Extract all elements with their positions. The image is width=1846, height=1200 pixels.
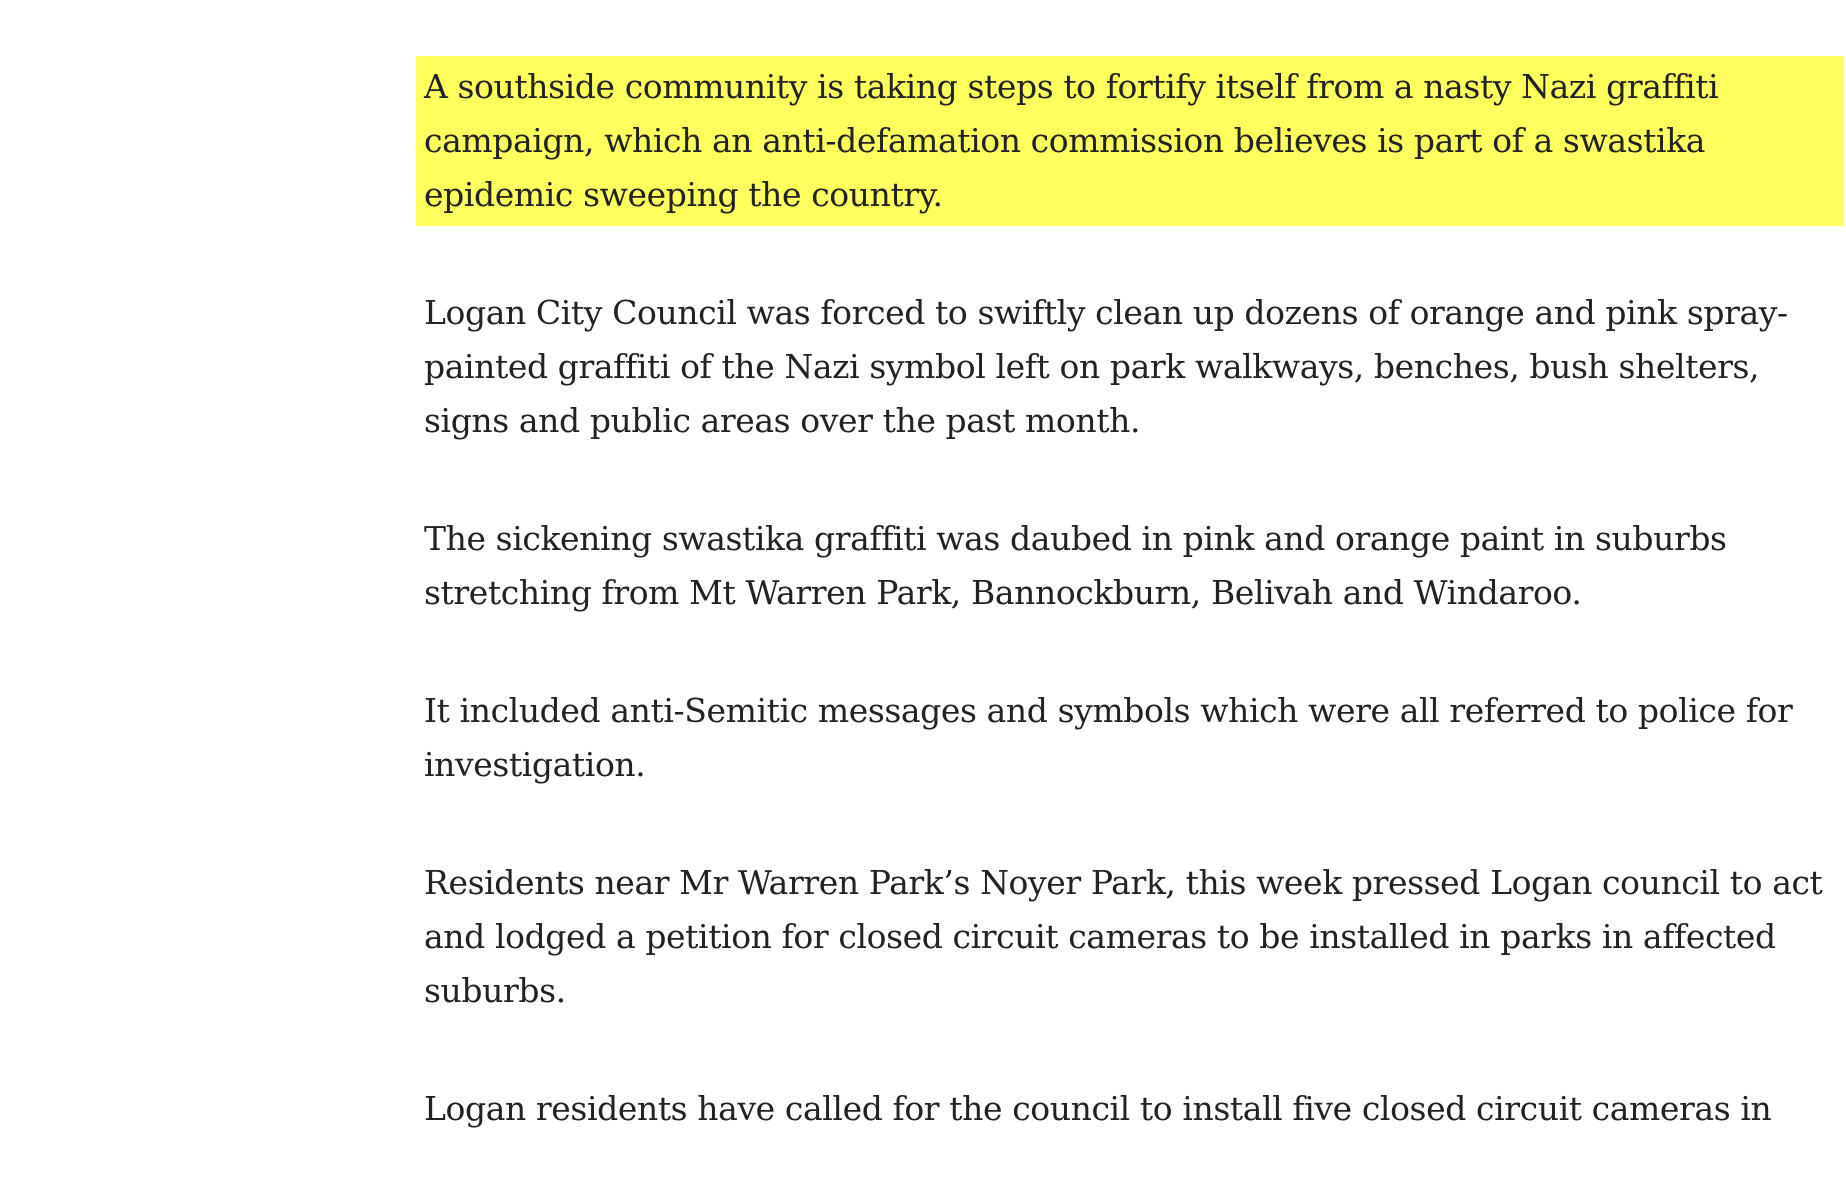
article-body	[424, 60, 1844, 1200]
highlighted-lead-paragraph: A southside community is taking steps to fortify itself from a nasty Nazi graffiti campaign, which an anti-defamation commission believes is part of a swastika epidemic sweeping the country.	[416, 56, 1844, 226]
article-paragraph: Logan residents have called for the council to install five closed circuit cameras in	[424, 1089, 1772, 1128]
article-paragraph: Logan City Council was forced to swiftly clean up dozens of orange and pink spray-painted graffiti of the Nazi symbol left on park walkways, benches, bush shelters, signs and public areas over the past month.	[424, 293, 1788, 440]
article-paragraph: Residents near Mr Warren Park’s Noyer Park, this week pressed Logan council to act and lodged a petition for closed circuit cameras to be installed in parks in affected suburbs.	[424, 863, 1823, 1010]
article-paragraph: It included anti-Semitic messages and symbols which were all referred to police for investigation.	[424, 691, 1793, 784]
article-paragraph: The sickening swastika graffiti was daubed in pink and orange paint in suburbs stretching from Mt Warren Park, Bannockburn, Belivah and Windaroo.	[424, 519, 1727, 612]
